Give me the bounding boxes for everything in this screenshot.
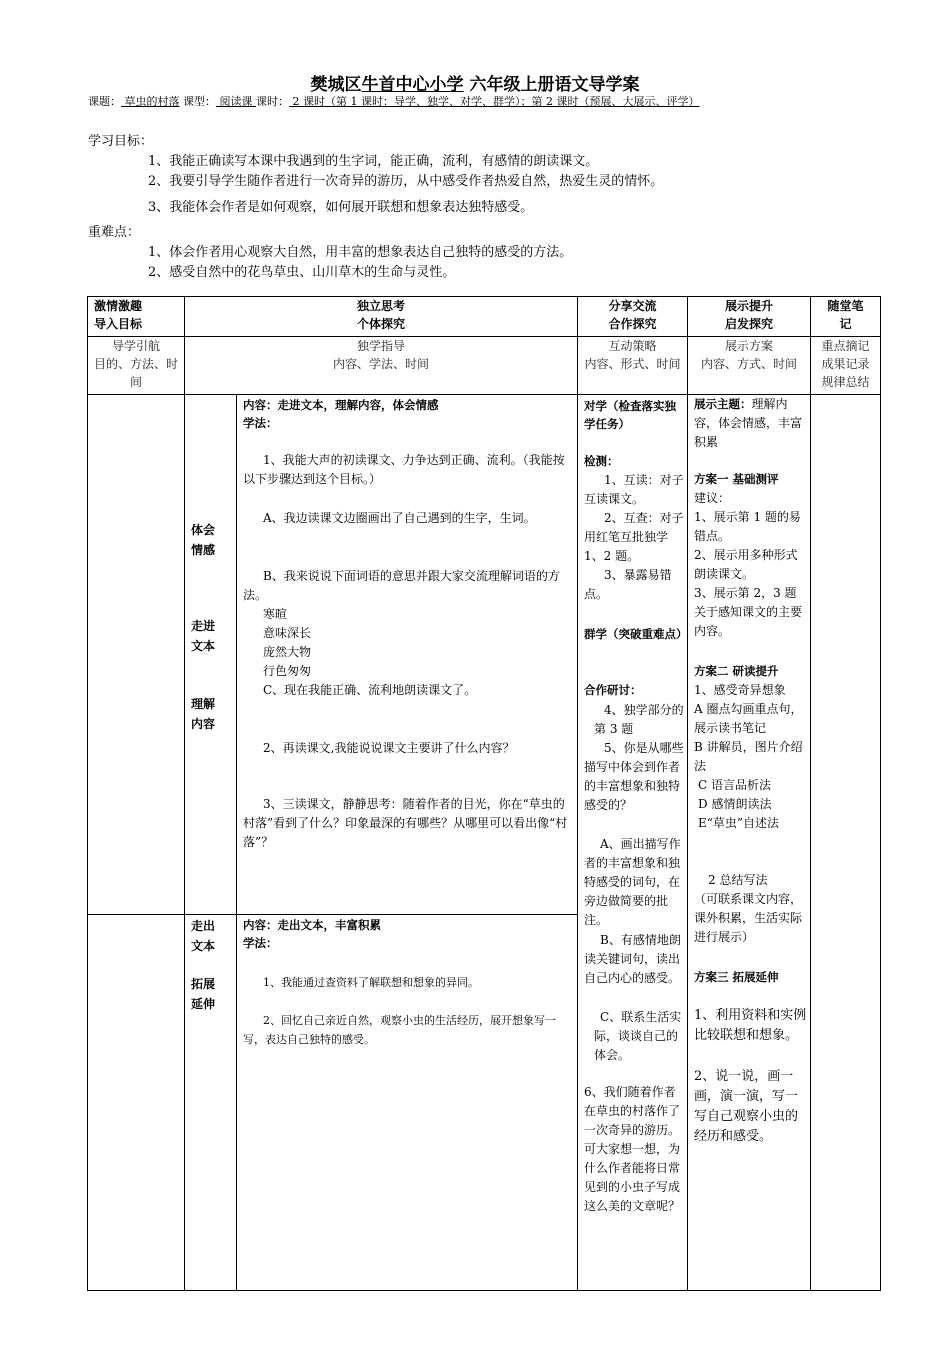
stage1-method: 学法： — [243, 416, 278, 430]
display-theme: 展示主题：理解内容，体会情感，丰富积累 — [694, 397, 803, 449]
stage1-step1: 1、我能大声的初读课文、力争达到正确、流利。（我能按以下步骤达到这个目标。） — [243, 453, 565, 486]
hours-value: 2 课时（第 1 课时：导学、独学、对学、群学）；第 2 课时（预展、大展示、评学） — [289, 95, 700, 108]
share-check-item: 1、互读：对子互读课文。 — [584, 473, 684, 506]
stage1-stepB: B、我来说说下面词语的意思并跟大家交流理解词语的方法。 — [243, 569, 560, 602]
stage1-labels: 体会 情感 走进 文本 理解 内容 — [185, 395, 237, 915]
share-heading-pair: 对学（检查落实独学任务） — [584, 399, 677, 431]
display-item: A 圈点勾画重点句，展示读书笔记 — [694, 702, 803, 735]
display-item: 1、展示第 1 题的易错点。 — [694, 510, 801, 543]
stage1-stepA: A、我边读课文边圈画出了自己遇到的生字，生词。 — [263, 511, 536, 525]
page-title: 樊城区牛首中心小学 六年级上册语文导学案 — [310, 75, 640, 95]
stage2-step1: 1、我能通过查资料了解联想和想象的异同。 — [263, 976, 479, 989]
header-independent: 独立思考 个体探究 — [185, 297, 578, 337]
subheader-guide: 导学引航 目的、方法、时 间 — [88, 337, 185, 395]
guide-cell — [88, 915, 185, 1291]
stage1-step3: 3、三读课文，静静思考：随着作者的目光，你在“草虫的村落”看到了什么？印象最深的有哪些？从哪里可以看出像“村落”？ — [243, 797, 568, 849]
display-item: 3、展示第 2，3 题关于感知课文的主要内容。 — [694, 586, 803, 638]
header-intro: 激情激趣 导入目标 — [88, 297, 185, 337]
stage1-content — [237, 395, 578, 915]
stage2-labels: 走出 文本 拓展 延伸 — [185, 915, 237, 1291]
vocab-word: 寒暄 — [263, 607, 288, 621]
header-display: 展示提升 启发探究 — [688, 297, 811, 337]
subheader-display: 展示方案 内容、方式、时间 — [688, 337, 811, 395]
header-share: 分享交流 合作探究 — [578, 297, 688, 337]
display-item: 2、说一说，画一画，演一演，写一写自己观察小虫的经历和感受。 — [694, 1069, 799, 1144]
stage2-step2: 2、回忆自己亲近自然，观察小虫的生活经历，展开想象写一写，表达自己独特的感受。 — [243, 1014, 556, 1046]
vocab-word: 庞然大物 — [263, 645, 312, 659]
display-item: （可联系课文内容，课外积累，生活实际进行展示） — [694, 892, 803, 944]
type-value: 阅读课 — [216, 95, 256, 108]
share-item: 5、你是从哪些描写中体会到作者的丰富想象和独特感受的？ — [584, 741, 684, 812]
share-item: 4、独学部分的第 3 题 — [594, 703, 684, 736]
stage1-content-title: 内容：走进文本，理解内容，体会情感 — [243, 398, 439, 412]
keypoint-item: 1、体会作者用心观察大自然，用丰富的想象表达自己独特的感受的方法。 — [148, 245, 573, 260]
guide-cell — [88, 395, 185, 915]
keypoints-heading: 重难点： — [88, 225, 141, 240]
keypoint-item: 2、感受自然中的花鸟草虫、山川草木的生命与灵性。 — [148, 265, 456, 280]
share-item: C、联系生活实际，谈谈自己的体会。 — [594, 1010, 682, 1062]
stage1-stepC: C、现在我能正确、流利地朗读课文了。 — [263, 683, 477, 697]
stage2-method: 学法： — [243, 936, 278, 950]
share-cell — [578, 395, 688, 1291]
lesson-table — [87, 296, 881, 1291]
share-item: 6、我们随着作者在草虫的村落作了一次奇异的游历。可大家想一想，为什么作者能将日常见到的小虫子写成这么美的文章呢？ — [584, 1085, 681, 1213]
share-check-item: 2、互查：对子用红笔互批独学 1、2 题。 — [584, 511, 684, 563]
subheader-notes: 重点摘记 成果记录 规律总结 — [811, 337, 881, 395]
display-plan3: 方案三 拓展延伸 — [694, 970, 779, 984]
stage1-step2: 2、再读课文,我能说说课文主要讲了什么内容？ — [263, 741, 515, 755]
display-item: B 讲解员，图片介绍法 — [694, 740, 803, 773]
display-plan1: 方案一 基础测评 — [694, 472, 779, 486]
display-cell — [688, 395, 811, 1291]
objectives-heading: 学习目标： — [88, 134, 154, 149]
school-name: 牛首中心小学 — [361, 75, 464, 95]
display-item: 2 总结写法 — [708, 873, 768, 887]
objective-item: 3、我能体会作者是如何观察，如何展开联想和想象表达独特感受。 — [148, 200, 534, 215]
subheader-share: 互动策略 内容、形式、时间 — [578, 337, 688, 395]
share-item: B、有感情地朗读关键词句，读出自己内心的感受。 — [584, 933, 681, 985]
subheader-independent: 独学指导 内容、学法、时间 — [185, 337, 578, 395]
stage2-content — [237, 915, 578, 1291]
display-item: E“草虫”自述法 — [698, 816, 780, 830]
lesson-meta: 课题： 草虫的村落 课型： 阅读课 课时： 2 课时（第 1 课时：导学、独学、对学、群学）；第 2 课时（预展、大展示、评学） — [88, 95, 700, 108]
share-heading-discuss: 合作研讨： — [584, 683, 642, 697]
stage2-content-title: 内容：走出文本，丰富积累 — [243, 918, 381, 932]
display-item: 1、利用资料和实例比较联想和想象。 — [694, 1008, 807, 1043]
objective-item: 2、我要引导学生随作者进行一次奇异的游历，从中感受作者热爱自然，热爱生灵的情怀。 — [148, 174, 664, 189]
display-advice: 建议： — [694, 491, 731, 505]
share-item: A、画出描写作者的丰富想象和独特感受的词句，在旁边做简要的批注。 — [584, 837, 681, 927]
notes-cell — [811, 395, 881, 1291]
objective-item: 1、我能正确读写本课中我遇到的生字词，能正确，流利，有感情的朗读课文。 — [148, 154, 599, 169]
display-item: 2、展示用多种形式朗读课文。 — [694, 548, 798, 581]
vocab-word: 行色匆匆 — [263, 664, 312, 678]
share-heading-group: 群学（突破重难点） — [584, 627, 688, 641]
vocab-word: 意味深长 — [263, 626, 312, 640]
display-item: 1、感受奇异想象 — [694, 683, 786, 697]
display-item: C 语言品析法 — [698, 778, 772, 792]
header-notes: 随堂笔 记 — [811, 297, 881, 337]
share-check-item: 3、暴露易错点。 — [584, 568, 672, 601]
share-check-label: 检测： — [584, 454, 619, 468]
topic-value: 草虫的村落 — [121, 95, 180, 108]
display-item: D 感情朗读法 — [698, 797, 772, 811]
display-plan2: 方案二 研读提升 — [694, 664, 779, 678]
